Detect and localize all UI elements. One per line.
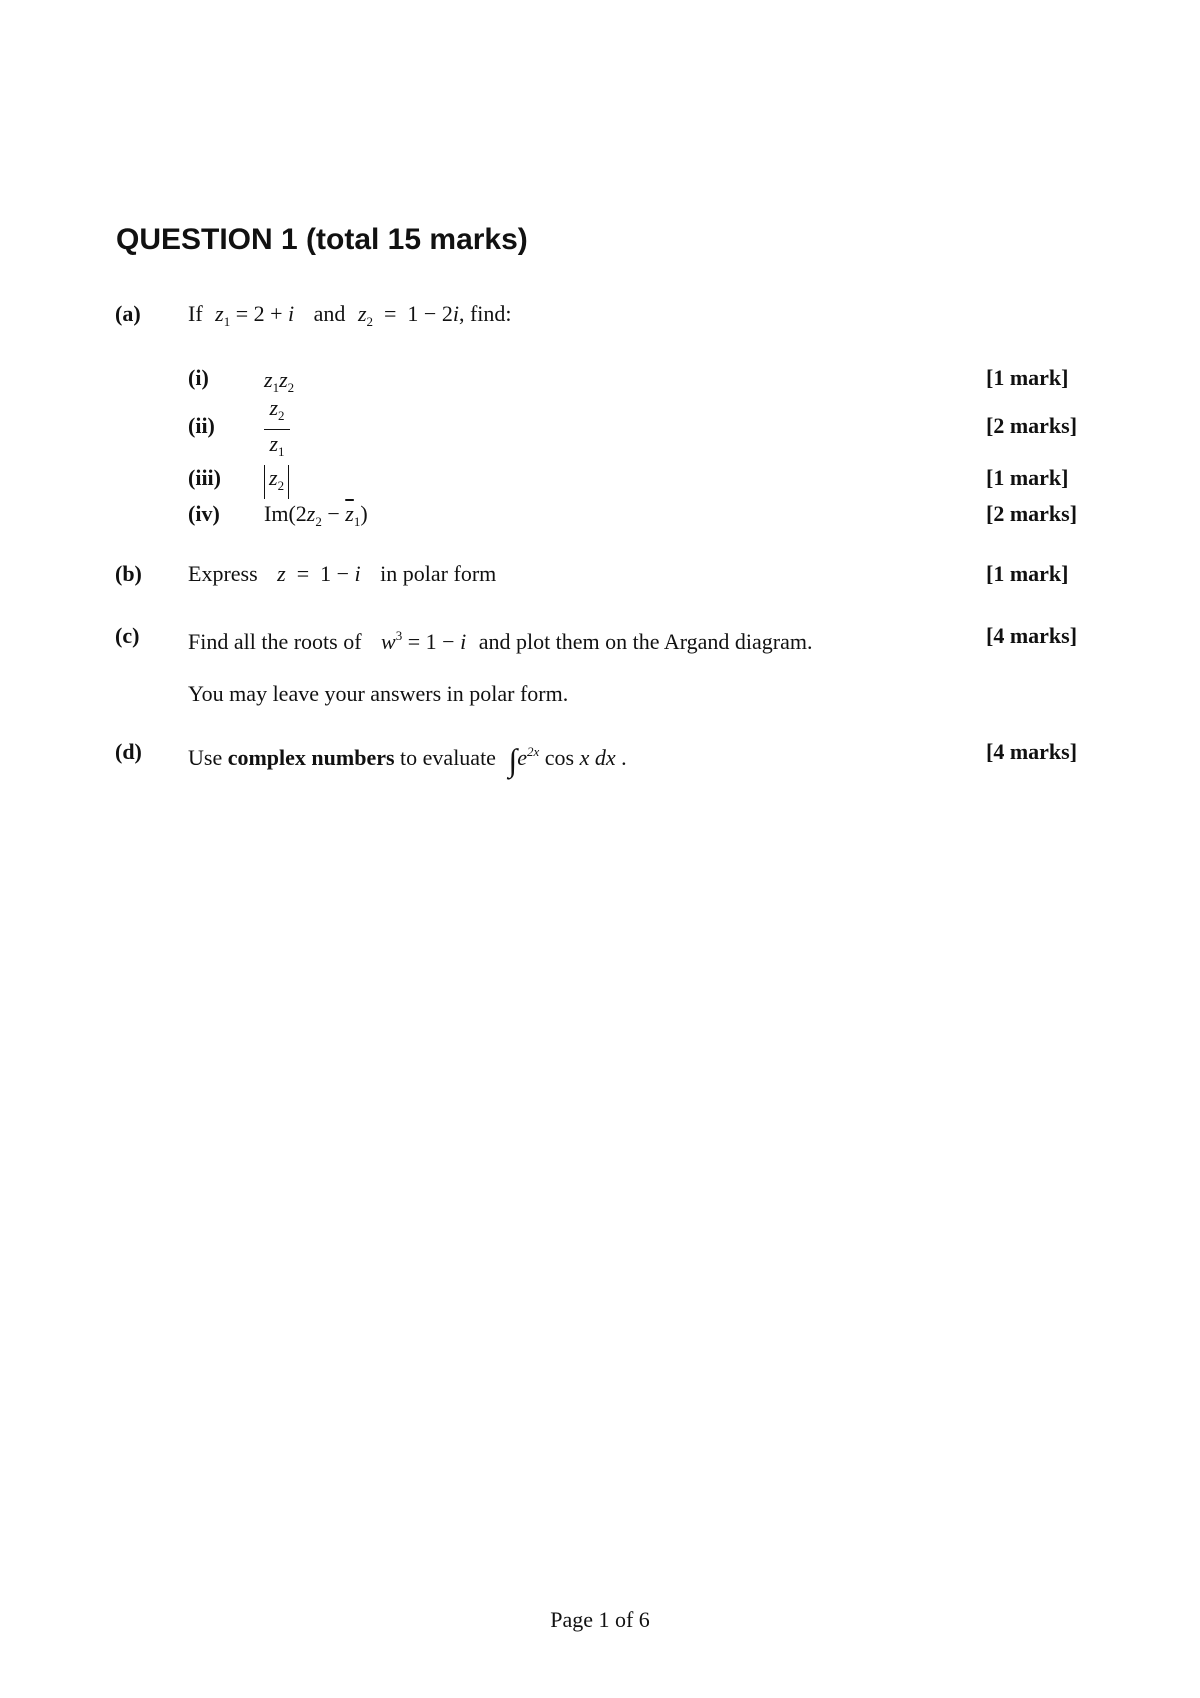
item-iv-expression: $Im(2z_2 - \overline{z}_1)$ [264, 501, 368, 529]
item-iii-marks: [1 mark] [986, 465, 1069, 490]
part-a-find: , find: [458, 301, 512, 326]
part-a-and: and [313, 301, 346, 326]
item-i-expression: $z_1z_2$ [264, 367, 295, 395]
part-b-text-post: in polar form [380, 561, 497, 586]
item-iv-marks: [2 marks] [986, 501, 1078, 526]
part-b-label: (b) [115, 561, 142, 586]
item-iii-label: (iii) [188, 465, 221, 490]
item-iii-expression: $z_2$ [264, 464, 289, 499]
part-d-marks: [4 marks] [986, 739, 1078, 764]
part-c-marks: [4 marks] [986, 623, 1078, 648]
item-i-label: (i) [188, 365, 209, 390]
fraction-denominator: $z_1$ [269, 431, 285, 459]
part-d-label: (d) [115, 739, 142, 764]
part-c-label: (c) [115, 623, 140, 648]
item-ii-fraction [264, 396, 290, 464]
z2-definition: $z_2 = 1 - 2i$ [357, 301, 459, 329]
item-i-marks: [1 mark] [986, 365, 1069, 390]
page-number: Page 1 of 6 [550, 1607, 650, 1632]
item-ii-label: (ii) [188, 413, 215, 438]
part-d-text-bold: complex numbers [227, 745, 395, 770]
fraction-numerator: $z_2$ [269, 395, 285, 423]
part-b-marks: [1 mark] [986, 561, 1069, 586]
fraction-bar [264, 429, 290, 430]
part-c-text-post: and plot them on the Argand diagram. [478, 629, 813, 654]
part-c-text-pre: Find all the roots of [188, 629, 362, 654]
part-a-if: If [188, 301, 203, 326]
part-d-text-pre: Use [188, 745, 223, 770]
part-c-note: You may leave your answers in polar form. [188, 681, 569, 706]
part-b-expression: z = 1 − i [277, 561, 361, 586]
part-a-statement [188, 300, 512, 336]
part-b-statement [188, 560, 496, 588]
z1-definition: $z_1 = 2 + i$ [215, 301, 295, 329]
part-a-label: (a) [115, 301, 141, 326]
part-b-text-pre: Express [188, 561, 258, 586]
item-ii-marks: [2 marks] [986, 413, 1078, 438]
part-d-integral: $\int e^{2x}$ cos x dx . [508, 742, 627, 778]
part-d-statement [188, 738, 627, 778]
item-iv-label: (iv) [188, 501, 220, 526]
part-c-expression: $w^3 = 1 - i$ [381, 628, 467, 654]
part-d-text-post: to evaluate [400, 745, 496, 770]
part-c-statement [188, 622, 813, 656]
question-heading: QUESTION 1 (total 15 marks) [116, 223, 528, 256]
